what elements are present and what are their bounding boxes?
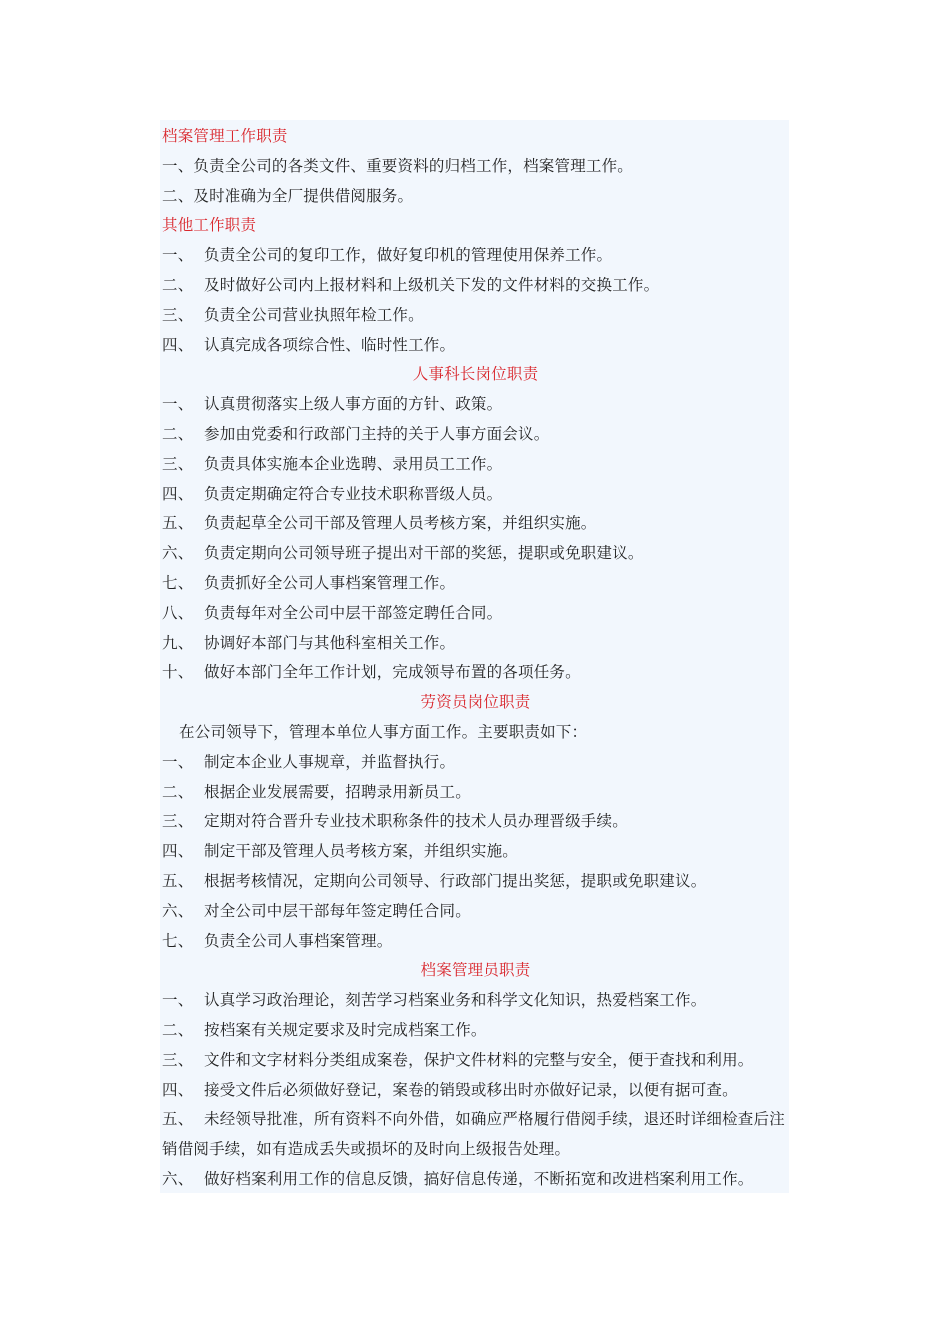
section-heading: 档案管理员职责 bbox=[420, 961, 531, 980]
item-number: 四、 bbox=[162, 842, 194, 861]
item-text: 做好本部门全年工作计划，完成领导布置的各项任务。 bbox=[204, 663, 581, 682]
list-item bbox=[162, 1165, 789, 1195]
item-text: 参加由党委和行政部门主持的关于人事方面会议。 bbox=[204, 424, 550, 443]
item-number: 一、 bbox=[162, 246, 194, 265]
item-text: 定期对符合晋升专业技术职称条件的技术人员办理晋级手续。 bbox=[204, 812, 628, 831]
item-number: 七、 bbox=[162, 931, 194, 950]
section-intro: 在公司领导下，管理本单位人事方面工作。主要职责如下： bbox=[179, 722, 588, 741]
list-item bbox=[162, 480, 789, 510]
item-number: 一、 bbox=[162, 395, 194, 414]
item-text: 及时做好公司内上报材料和上级机关下发的文件材料的交换工作。 bbox=[204, 275, 660, 294]
item-number: 一、 bbox=[162, 156, 194, 175]
item-text: 认真贯彻落实上级人事方面的方针、政策。 bbox=[204, 395, 503, 414]
item-number: 二、 bbox=[162, 424, 194, 443]
item-text: 未经领导批准，所有资料不向外借，如确应严格履行借阅手续，退还时详细检查后注销借阅手续，如有造成丢失或损坏的及时向上级报告处理。 bbox=[162, 1110, 785, 1159]
list-item bbox=[162, 867, 789, 897]
item-number: 一、 bbox=[162, 752, 194, 771]
item-number: 四、 bbox=[162, 335, 194, 354]
list-item bbox=[162, 539, 789, 569]
item-text: 负责具体实施本企业选聘、录用员工工作。 bbox=[204, 454, 503, 473]
list-item bbox=[162, 301, 789, 331]
list-item bbox=[162, 390, 789, 420]
list-item bbox=[162, 748, 789, 778]
item-number: 三、 bbox=[162, 812, 194, 831]
list-item bbox=[162, 1105, 789, 1165]
item-number: 二、 bbox=[162, 782, 194, 801]
item-text: 制定本企业人事规章，并监督执行。 bbox=[204, 752, 456, 771]
list-item bbox=[162, 509, 789, 539]
item-text: 做好档案利用工作的信息反馈，搞好信息传递，不断拓宽和改进档案利用工作。 bbox=[204, 1169, 754, 1188]
item-number: 四、 bbox=[162, 484, 194, 503]
item-number: 二、 bbox=[162, 1020, 194, 1039]
item-text: 按档案有关规定要求及时完成档案工作。 bbox=[204, 1020, 487, 1039]
item-number: 三、 bbox=[162, 454, 194, 473]
item-text: 协调好本部门与其他科室相关工作。 bbox=[204, 633, 456, 652]
item-text: 负责每年对全公司中层干部签定聘任合同。 bbox=[204, 603, 503, 622]
item-text: 负责全公司人事档案管理。 bbox=[204, 931, 393, 950]
item-text: 负责抓好全公司人事档案管理工作。 bbox=[204, 573, 456, 592]
item-number: 四、 bbox=[162, 1080, 194, 1099]
list-item bbox=[162, 986, 789, 1016]
list-item bbox=[162, 927, 789, 957]
item-text: 负责定期向公司领导班子提出对干部的奖惩，提职或免职建议。 bbox=[204, 544, 644, 563]
item-text: 根据企业发展需要，招聘录用新员工。 bbox=[204, 782, 471, 801]
list-item bbox=[162, 658, 789, 688]
item-number: 九、 bbox=[162, 633, 194, 652]
item-text: 接受文件后必须做好登记，案卷的销毁或移出时亦做好记录，以便有据可查。 bbox=[204, 1080, 738, 1099]
list-item bbox=[162, 629, 789, 659]
list-item bbox=[162, 182, 789, 212]
item-number: 一、 bbox=[162, 991, 194, 1010]
section-heading: 档案管理工作职责 bbox=[162, 127, 288, 145]
list-item bbox=[162, 569, 789, 599]
list-item bbox=[162, 897, 789, 927]
item-number: 三、 bbox=[162, 1050, 194, 1069]
item-number: 六、 bbox=[162, 901, 194, 920]
item-text: 负责全公司的各类文件、重要资料的归档工作，档案管理工作。 bbox=[193, 156, 634, 175]
item-number: 七、 bbox=[162, 573, 194, 592]
item-number: 十、 bbox=[162, 663, 194, 682]
item-number: 六、 bbox=[162, 1169, 194, 1188]
list-item bbox=[162, 1016, 789, 1046]
item-text: 文件和文字材料分类组成案卷，保护文件材料的完整与安全，便于查找和利用。 bbox=[204, 1050, 754, 1069]
list-item bbox=[162, 837, 789, 867]
item-number: 八、 bbox=[162, 603, 194, 622]
list-item bbox=[162, 420, 789, 450]
list-item bbox=[162, 599, 789, 629]
item-number: 二、 bbox=[162, 275, 194, 294]
item-text: 对全公司中层干部每年签定聘任合同。 bbox=[204, 901, 471, 920]
list-item bbox=[162, 450, 789, 480]
item-number: 五、 bbox=[162, 871, 194, 890]
section-heading: 劳资员岗位职责 bbox=[420, 693, 531, 712]
section-heading: 人事科长岗位职责 bbox=[412, 365, 539, 384]
item-text: 负责起草全公司干部及管理人员考核方案，并组织实施。 bbox=[204, 514, 597, 533]
item-number: 二、 bbox=[162, 186, 194, 205]
document-body bbox=[160, 120, 789, 1193]
list-item bbox=[162, 1076, 789, 1106]
list-item bbox=[162, 152, 789, 182]
item-number: 三、 bbox=[162, 305, 194, 324]
item-text: 认真学习政治理论，刻苦学习档案业务和科学文化知识，热爱档案工作。 bbox=[204, 991, 707, 1010]
item-number: 五、 bbox=[162, 1110, 194, 1129]
section-heading: 其他工作职责 bbox=[162, 216, 257, 235]
item-number: 六、 bbox=[162, 544, 194, 563]
list-item bbox=[162, 331, 789, 361]
item-text: 根据考核情况，定期向公司领导、行政部门提出奖惩，提职或免职建议。 bbox=[204, 871, 707, 890]
item-text: 及时准确为全厂提供借阅服务。 bbox=[193, 186, 414, 205]
list-item bbox=[162, 271, 789, 301]
list-item bbox=[162, 778, 789, 808]
item-number: 五、 bbox=[162, 514, 194, 533]
item-text: 制定干部及管理人员考核方案，并组织实施。 bbox=[204, 842, 519, 861]
list-item bbox=[162, 241, 789, 271]
list-item bbox=[162, 1046, 789, 1076]
item-text: 负责全公司营业执照年检工作。 bbox=[204, 305, 424, 324]
item-text: 负责定期确定符合专业技术职称晋级人员。 bbox=[204, 484, 503, 503]
item-text: 认真完成各项综合性、临时性工作。 bbox=[204, 335, 456, 354]
list-item bbox=[162, 807, 789, 837]
item-text: 负责全公司的复印工作，做好复印机的管理使用保养工作。 bbox=[204, 246, 613, 265]
